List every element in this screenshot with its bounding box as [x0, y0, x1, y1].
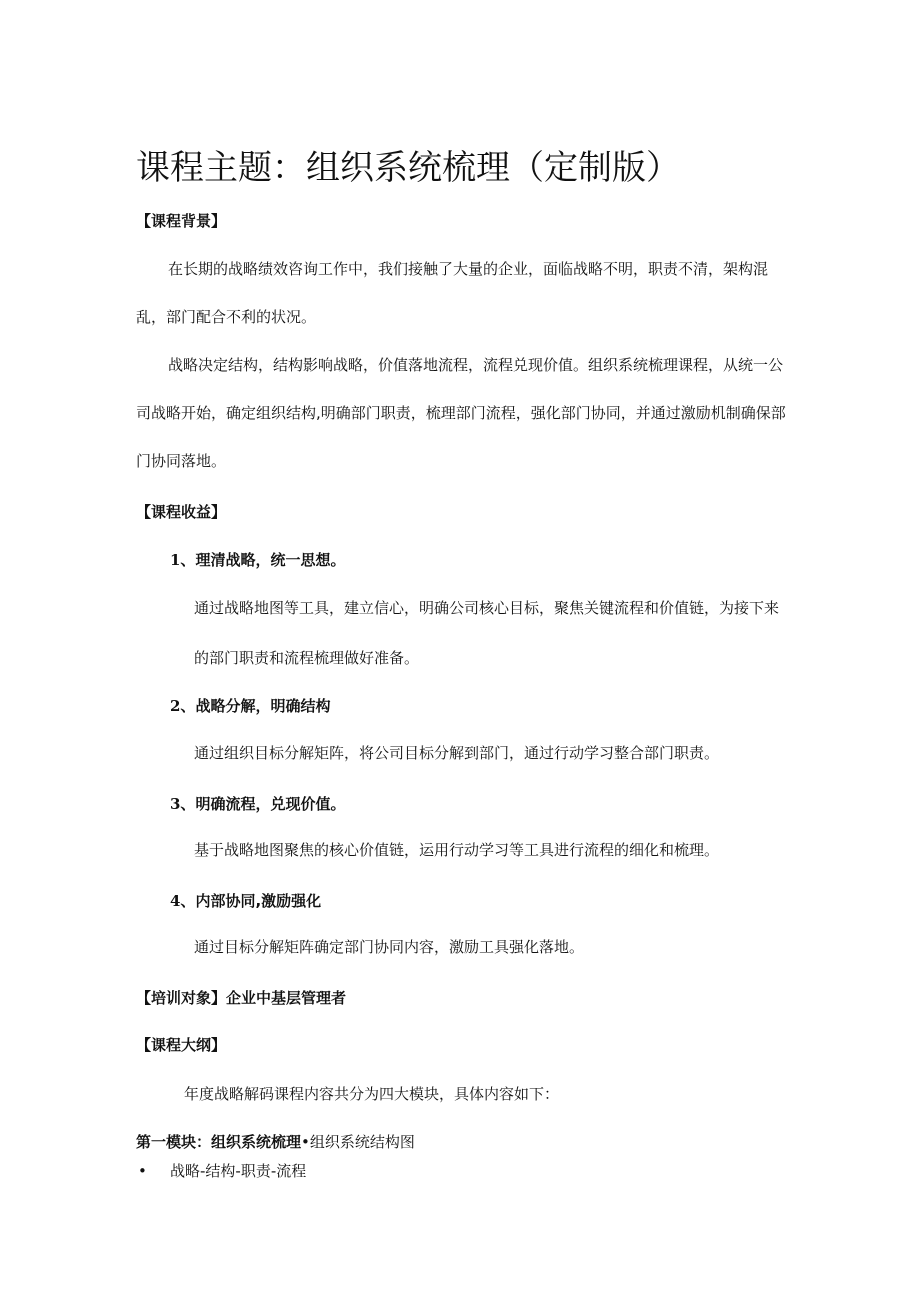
- outline-heading: 【课程大纲】: [136, 1036, 227, 1054]
- background-paragraph-1: [136, 245, 786, 341]
- benefit-item-3-body: 基于战略地图聚焦的核心价值链，运用行动学习等工具进行流程的细化和梳理。: [194, 841, 720, 859]
- background-paragraph-2: [136, 341, 786, 485]
- benefit-item-2-number: 2、: [170, 697, 196, 715]
- bullet-text: 战略-结构-职责-流程: [170, 1162, 307, 1180]
- benefit-item-4-body: 通过目标分解矩阵确定部门协同内容，激励工具强化落地。: [194, 938, 585, 956]
- background-paragraph-2-text: 战略决定结构，结构影响战略，价值落地流程，流程兑现价值。组织系统梳理课程，从统一公司战略开始，确定组织结构,明确部门职责，梳理部门流程，强化部门协同，并通过激励机制确保部门协同落地。: [136, 356, 786, 470]
- benefit-item-1-title-text: 理清战略，统一思想。: [195, 551, 346, 569]
- module-1-title: 第一模块：组织系统梳理: [136, 1133, 302, 1151]
- benefit-item-3-number: 3、: [170, 795, 196, 813]
- page-title: 课程主题：组织系统梳理（定制版）: [136, 148, 680, 188]
- list-item: [138, 1160, 306, 1181]
- module-1-line: [136, 1131, 415, 1152]
- benefit-item-4-title-text: 内部协同,激励强化: [195, 892, 322, 910]
- benefit-item-4-title: [170, 890, 321, 911]
- benefit-item-2-title-text: 战略分解，明确结构: [195, 697, 331, 715]
- audience-line: 【培训对象】企业中基层管理者: [136, 989, 347, 1007]
- bullet-mark: •: [138, 1162, 147, 1180]
- benefit-item-3-title: [170, 793, 345, 814]
- benefit-item-1-body: 通过战略地图等工具，建立信心，明确公司核心目标，聚焦关键流程和价值链，为接下来的部门职责和流程梳理做好准备。: [194, 599, 780, 667]
- benefit-item-1-number: 1、: [170, 551, 196, 569]
- benefit-item-2-title: [170, 695, 330, 716]
- benefit-item-2-body: 通过组织目标分解矩阵，将公司目标分解到部门，通过行动学习整合部门职责。: [194, 744, 720, 762]
- benefit-item-3-title-text: 明确流程，兑现价值。: [195, 795, 346, 813]
- benefit-item-1-title: [170, 549, 345, 570]
- background-paragraph-1-text: 在长期的战略绩效咨询工作中，我们接触了大量的企业，面临战略不明，职责不清，架构混乱，部门配合不利的状况。: [136, 260, 769, 326]
- outline-intro: 年度战略解码课程内容共分为四大模块，具体内容如下：: [184, 1085, 560, 1103]
- background-heading: 【课程背景】: [136, 212, 227, 230]
- benefits-heading: 【课程收益】: [136, 503, 227, 521]
- module-1-subtitle: •组织系统结构图: [301, 1133, 415, 1151]
- benefit-item-4-number: 4、: [170, 892, 196, 910]
